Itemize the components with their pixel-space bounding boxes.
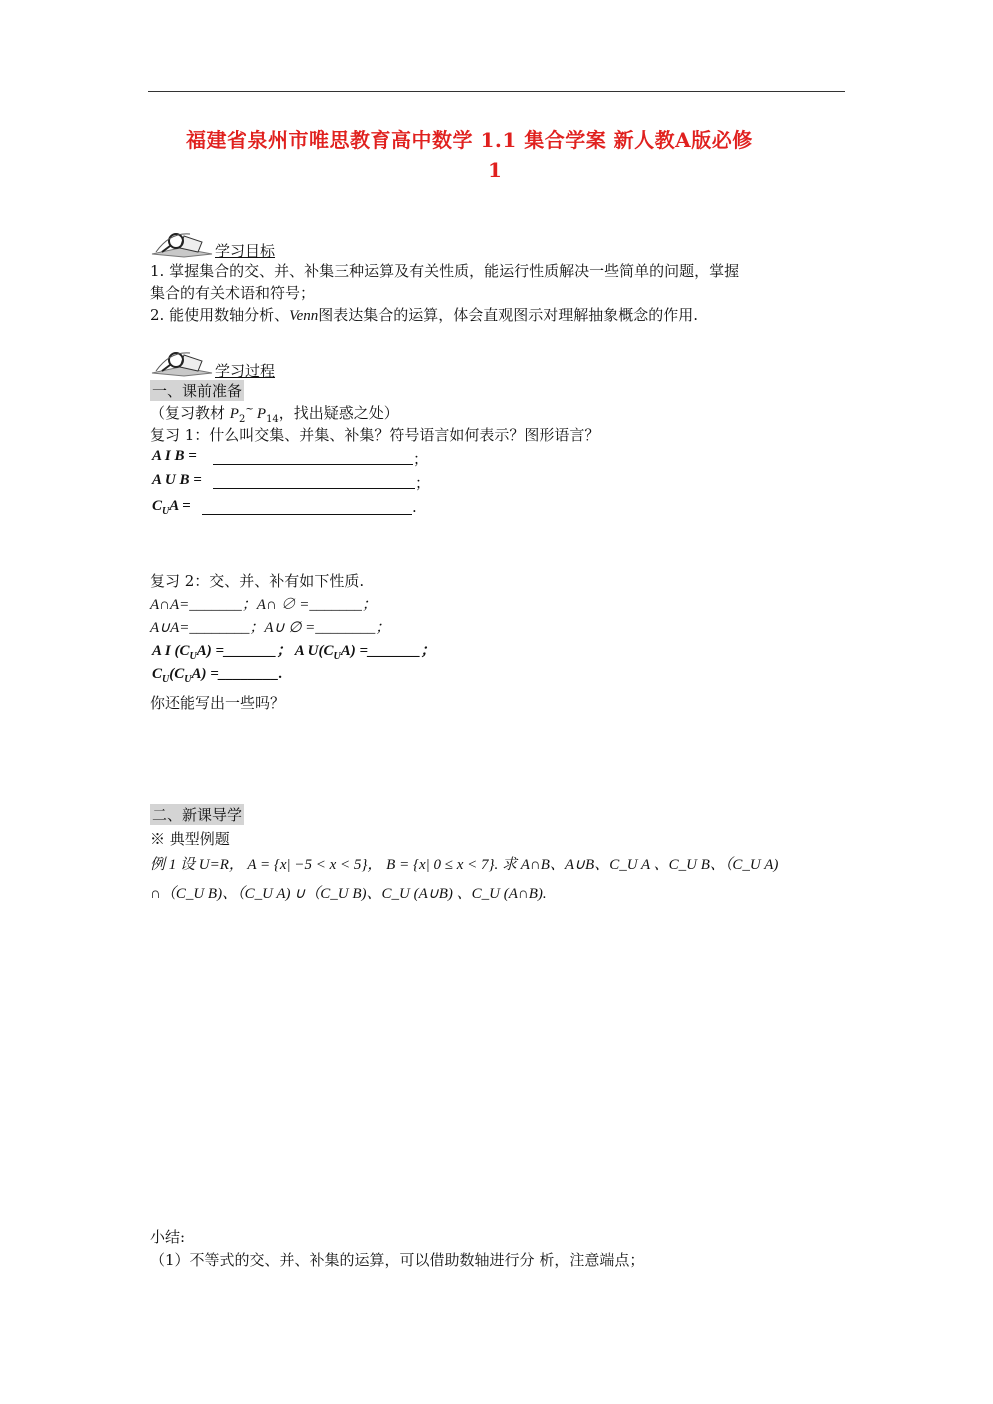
review-question-2: 复习 2：交、并、补有如下性质. bbox=[150, 572, 365, 590]
property-line-3: A I $(C_UA)$ =_______； A $U(C_UA)$ =_______； bbox=[152, 643, 436, 662]
goals-heading: 学习目标 bbox=[215, 242, 276, 260]
doc-title-line2: 1 bbox=[488, 158, 503, 182]
union-formula: A U B = bbox=[152, 472, 202, 488]
answer-blank bbox=[213, 464, 413, 465]
more-question: 你还能写出一些吗？ bbox=[150, 694, 286, 712]
intersection-formula: A I B = bbox=[152, 448, 197, 464]
example-1-line1: 例 1 设 U=R， A = {x| −5 < x < 5}， B = {x| 0 ≤ x < 7}. 求 A∩B、A∪B、C_U A 、C_U B、（C_U A) bbox=[150, 857, 779, 873]
goal-item-2: 2. 能使用数轴分析、Venn图表达集合的运算，体会直观图示对理解抽象概念的作用. bbox=[150, 306, 699, 324]
property-line-2: A∪A=________；A∪ ∅ =________； bbox=[150, 620, 391, 636]
book-with-magnifier-icon bbox=[150, 347, 214, 377]
part2-heading: 二、新课导学 bbox=[152, 806, 243, 824]
header-rule bbox=[148, 91, 845, 92]
examples-heading: ※ 典型例题 bbox=[150, 830, 230, 848]
answer-blank bbox=[213, 488, 415, 489]
example-1-line2: ∩（C_U B)、（C_U A) ∪（C_U B)、C_U (A∪B) 、C_U (A∩B). bbox=[150, 886, 547, 902]
review-question-1: 复习 1：什么叫交集、并集、补集？符号语言如何表示？图形语言？ bbox=[150, 426, 600, 444]
review-instruction: （复习教材 $P_2^\sim$ $P_{14}$，找出疑惑之处） bbox=[150, 404, 399, 425]
summary-heading: 小结: bbox=[150, 1228, 186, 1246]
part1-heading: 一、课前准备 bbox=[152, 382, 243, 400]
goal-item-1b: 集合的有关术语和符号； bbox=[150, 284, 316, 302]
process-heading: 学习过程 bbox=[215, 362, 276, 380]
goal-item-1a: 1. 掌握集合的交、并、补集三种运算及有关性质，能运行性质解决一些简单的问题，掌握 bbox=[150, 262, 740, 280]
answer-blank bbox=[202, 514, 412, 515]
property-line-1: A∩A=_______；A∩ ∅ =_______； bbox=[150, 597, 377, 613]
book-with-magnifier-icon bbox=[150, 228, 214, 258]
doc-title-line1: 福建省泉州市唯思教育高中数学 1.1 集合学案 新人教A版必修 bbox=[186, 128, 753, 152]
complement-formula: $C_UA$ = bbox=[152, 498, 191, 517]
property-line-4: $C_U(C_UA)$ =________. bbox=[152, 666, 283, 685]
summary-item-1: （1）不等式的交、并、补集的运算，可以借助数轴进行分 析，注意端点； bbox=[150, 1251, 645, 1269]
